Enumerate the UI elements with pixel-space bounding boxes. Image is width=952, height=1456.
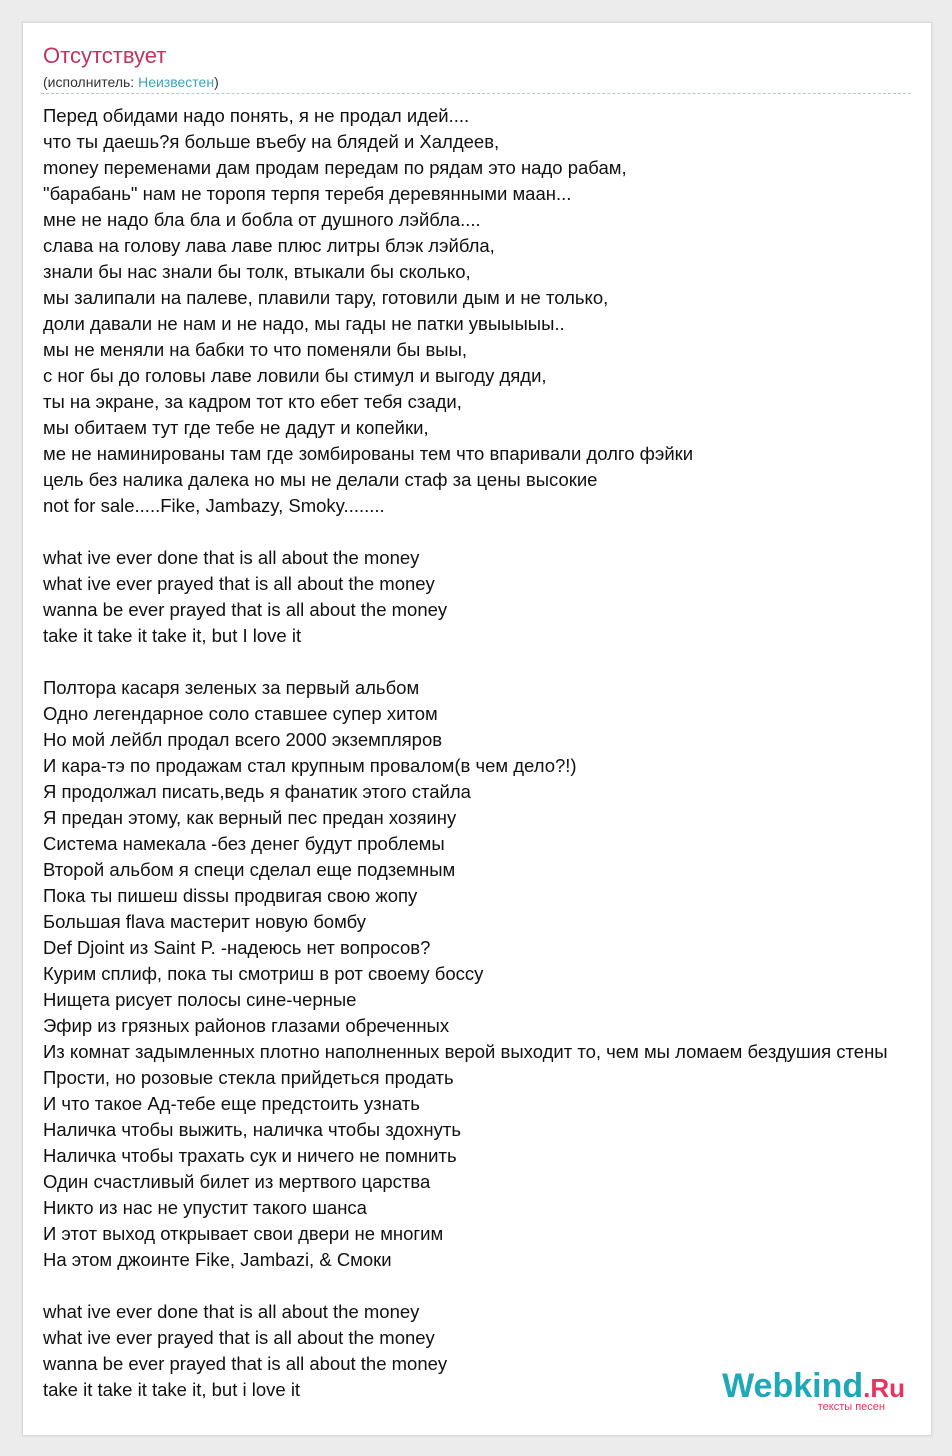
lyric-line: мы не меняли на бабки то что поменяли бы выы, xyxy=(43,339,468,360)
lyric-line: Прости, но розовые стекла прийдеться продать xyxy=(43,1067,454,1088)
stanza-break xyxy=(43,519,931,545)
lyric-line: Нищета рисует полосы сине-черные xyxy=(43,989,357,1010)
lyric-line: Из комнат задымленных плотно наполненных верой выходит то, чем мы ломаем бездушия стены xyxy=(43,1041,888,1062)
lyrics-text xyxy=(43,103,931,1403)
lyric-line: Никто из нас не упустит такого шанса xyxy=(43,1197,367,1218)
performer-suffix: ) xyxy=(214,74,219,90)
lyric-line: "барабань" нам не торопя терпя теребя деревянными маан... xyxy=(43,183,572,204)
lyric-line: Def Djoint из Saint P. -надеюсь нет вопросов? xyxy=(43,937,431,958)
lyric-line: Курим сплиф, пока ты смотриш в рот своему боссу xyxy=(43,963,484,984)
lyric-line: wanna be ever prayed that is all about the money xyxy=(43,1353,448,1374)
lyric-line: Я продолжал писать,ведь я фанатик этого стайла xyxy=(43,781,471,802)
lyric-line: Я предан этому, как верный пес предан хозяину xyxy=(43,807,457,828)
lyric-line: Но мой лейбл продал всего 2000 экземпляров xyxy=(43,729,443,750)
lyric-line: знали бы нас знали бы толк, втыкали бы сколько, xyxy=(43,261,471,282)
stanza-break xyxy=(43,649,931,675)
lyric-line: Наличка чтобы выжить, наличка чтобы здохнуть xyxy=(43,1119,462,1140)
lyric-line: what ive ever done that is all about the money xyxy=(43,1301,420,1322)
lyric-line: wanna be ever prayed that is all about the money xyxy=(43,599,448,620)
lyric-line: take it take it take it, but I love it xyxy=(43,625,302,646)
lyric-line: мы залипали на палеве, плавили тару, готовили дым и не только, xyxy=(43,287,609,308)
lyric-line: what ive ever done that is all about the money xyxy=(43,547,420,568)
lyric-line: что ты даешь?я больше въебу на блядей и Халдеев, xyxy=(43,131,500,152)
logo-tagline: тексты песен xyxy=(817,1401,885,1413)
lyric-line: с ног бы до головы лаве ловили бы стимул и выгоду дяди, xyxy=(43,365,547,386)
site-logo[interactable] xyxy=(722,1369,905,1413)
lyric-line: И что такое Ад-тебе еще предстоить узнать xyxy=(43,1093,420,1114)
lyric-line: ме не наминированы там где зомбированы тем что впаривали долго фэйки xyxy=(43,443,694,464)
lyric-line: Один счастливый билет из мертвого царства xyxy=(43,1171,431,1192)
lyric-line: Полтора касаря зеленых за первый альбом xyxy=(43,677,420,698)
lyric-line: what ive ever prayed that is all about the money xyxy=(43,573,435,594)
stanza-break xyxy=(43,1273,931,1299)
lyric-line: money переменами дам продам передам по рядам это надо рабам, xyxy=(43,157,627,178)
lyric-line: Система намекала -без денег будут проблемы xyxy=(43,833,445,854)
lyric-line: И кара-тэ по продажам стал крупным провалом(в чем дело?!) xyxy=(43,755,577,776)
lyric-line: И этот выход открывает свои двери не многим xyxy=(43,1223,444,1244)
logo-wordmark xyxy=(722,1369,905,1405)
lyric-line: мне не надо бла бла и бобла от душного лэйбла.... xyxy=(43,209,481,230)
performer-line xyxy=(43,74,219,90)
lyric-line: Перед обидами надо понять, я не продал идей.... xyxy=(43,105,470,126)
title-divider xyxy=(41,93,911,94)
lyric-line: Большая flava мастерит новую бомбу xyxy=(43,911,367,932)
lyric-line: Эфир из грязных районов глазами обреченных xyxy=(43,1015,450,1036)
lyric-line: Одно легендарное соло ставшее супер хитом xyxy=(43,703,438,724)
logo-main-text: Webkind xyxy=(722,1367,864,1405)
performer-prefix: (исполнитель: xyxy=(43,74,139,90)
lyric-line: Второй альбом я специ сделал еще подземным xyxy=(43,859,456,880)
lyric-line: what ive ever prayed that is all about the money xyxy=(43,1327,435,1348)
lyric-line: цель без налика далека но мы не делали стаф за цены высокие xyxy=(43,469,598,490)
lyric-line: ты на экране, за кадром тот кто ебет тебя сзади, xyxy=(43,391,462,412)
lyric-line: Пока ты пишеш dissы продвигая свою жопу xyxy=(43,885,418,906)
logo-tld: .Ru xyxy=(863,1373,905,1403)
lyric-line: слава на голову лава лаве плюс литры блэк лэйбла, xyxy=(43,235,495,256)
lyric-line: not for sale.....Fike, Jambazy, Smoky........ xyxy=(43,495,385,516)
lyric-line: доли давали не нам и не надо, мы гады не патки увыыыыы.. xyxy=(43,313,565,334)
lyric-line: мы обитаем тут где тебе не дадут и копейки, xyxy=(43,417,429,438)
lyric-line: Наличка чтобы трахать сук и ничего не помнить xyxy=(43,1145,457,1166)
lyrics-card xyxy=(22,22,932,1436)
lyric-line: На этом джоинте Fike, Jambazi, & Смоки xyxy=(43,1249,392,1270)
song-title: Отсутствует xyxy=(43,43,167,68)
artist-link[interactable]: Неизвестен xyxy=(138,74,215,90)
lyric-line: take it take it take it, but i love it xyxy=(43,1379,301,1400)
